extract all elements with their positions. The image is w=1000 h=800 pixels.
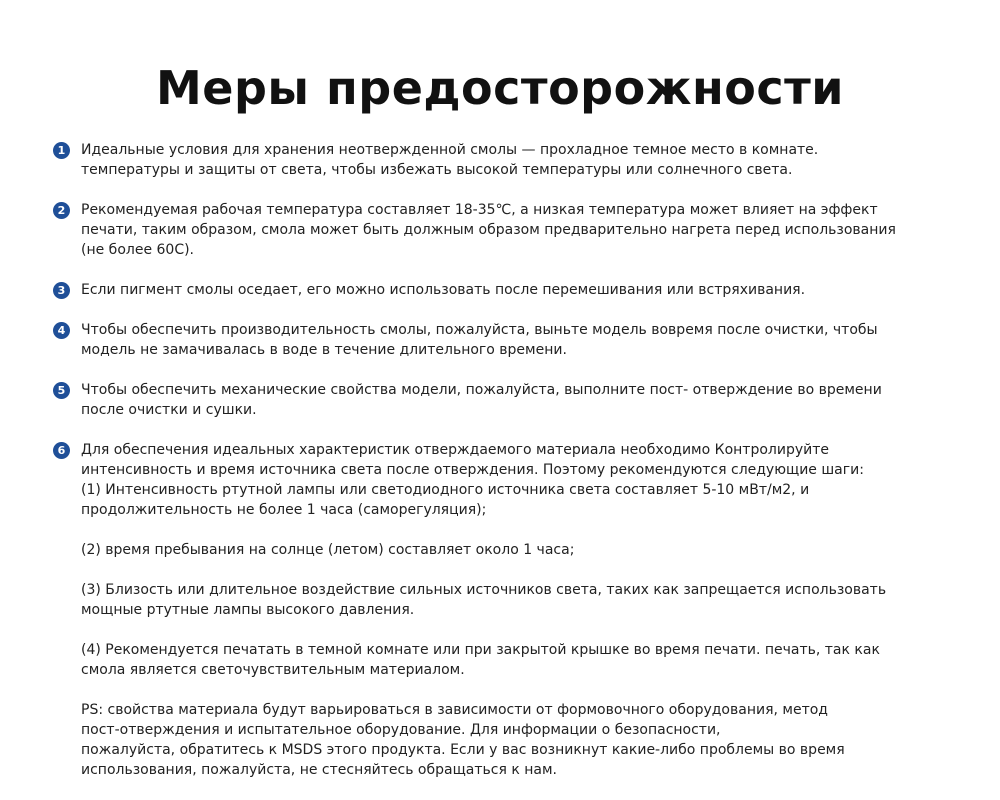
number-badge: 5: [53, 382, 70, 399]
precaution-text: [81, 200, 941, 260]
text-line: (не более 60С).: [81, 242, 195, 258]
text-line: печати, таким образом, смола может быть должным образом предварительно нагрета перед использования: [81, 222, 896, 238]
paragraph-gap: [81, 520, 941, 540]
number-badge: 2: [53, 202, 70, 219]
text-line: Для обеспечения идеальных характеристик отверждаемого материала необходимо Контролируйте: [81, 442, 829, 458]
text-line: (4) Рекомендуется печатать в темной комнате или при закрытой крышке во время печати. печать, так как: [81, 642, 880, 658]
precaution-text: [81, 280, 941, 300]
text-line: пожалуйста, обратитесь к MSDS этого продукта. Если у вас возникнут какие-либо проблемы во время: [81, 742, 845, 758]
precaution-text: [81, 320, 941, 360]
text-line: мощные ртутные лампы высокого давления.: [81, 602, 415, 618]
precaution-text: [81, 380, 941, 420]
number-badge: 1: [53, 142, 70, 159]
text-line: (3) Близость или длительное воздействие сильных источников света, таких как запрещается использовать: [81, 582, 887, 598]
text-line: Рекомендуемая рабочая температура составляет 18-35℃, а низкая температура может влияет на эффект: [81, 202, 878, 218]
text-line: после очистки и сушки.: [81, 402, 257, 418]
text-line: интенсивность и время источника света после отверждения. Поэтому рекомендуются следующие шаги:: [81, 462, 864, 478]
text-line: Чтобы обеспечить производительность смолы, пожалуйста, выньте модель вовремя после очистки, чтобы: [81, 322, 878, 338]
text-line: модель не замачивалась в воде в течение длительного времени.: [81, 342, 567, 358]
page-title: Меры предосторожности: [155, 61, 845, 115]
paragraph-gap: [81, 680, 941, 700]
text-line: продолжительность не более 1 часа (саморегуляция);: [81, 502, 487, 518]
number-badge: 3: [53, 282, 70, 299]
paragraph-gap: [81, 560, 941, 580]
text-line: пост-отверждения и испытательное оборудование. Для информации о безопасности,: [81, 722, 721, 738]
text-line: Чтобы обеспечить механические свойства модели, пожалуйста, выполните пост- отверждение во времени: [81, 382, 882, 398]
text-line: (2) время пребывания на солнце (летом) составляет около 1 часа;: [81, 542, 575, 558]
paragraph-gap: [81, 620, 941, 640]
text-line: использования, пожалуйста, не стесняйтесь обращаться к нам.: [81, 762, 557, 778]
precaution-text: [81, 140, 941, 180]
number-badge: 6: [53, 442, 70, 459]
number-badge: 4: [53, 322, 70, 339]
precaution-text: [81, 440, 941, 780]
text-line: Идеальные условия для хранения неотвержденной смолы — прохладное темное место в комнате.: [81, 142, 819, 158]
text-line: Если пигмент смолы оседает, его можно использовать после перемешивания или встряхивания.: [81, 282, 806, 298]
text-line: температуры и защиты от света, чтобы избежать высокой температуры или солнечного света.: [81, 162, 793, 178]
text-line: PS: свойства материала будут варьироваться в зависимости от формовочного оборудования, метод: [81, 702, 828, 718]
text-line: смола является светочувствительным материалом.: [81, 662, 465, 678]
text-line: (1) Интенсивность ртутной лампы или светодиодного источника света составляет 5-10 мВт/м2, и: [81, 482, 810, 498]
